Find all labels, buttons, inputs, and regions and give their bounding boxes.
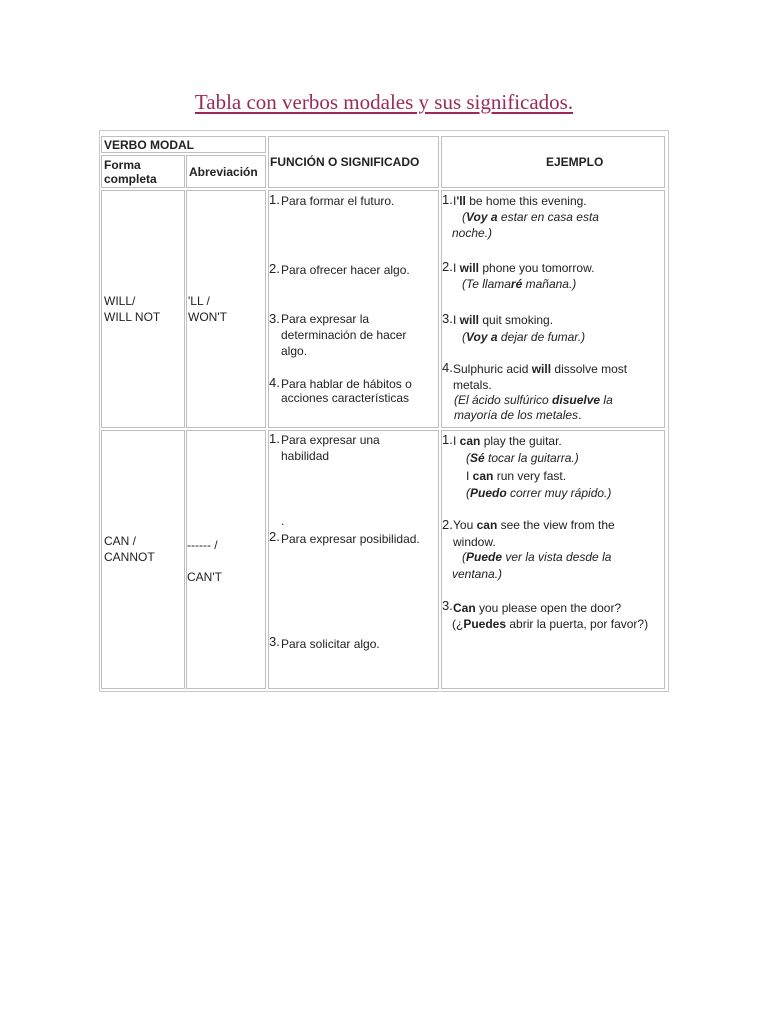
- row-can-funcion: [268, 430, 439, 689]
- forma-cannot: CANNOT: [104, 550, 155, 564]
- header-abreviacion-label: Abreviación: [189, 165, 258, 179]
- ejemplo-sentence: I can run very fast.: [466, 469, 567, 483]
- row-can-forma: [101, 430, 185, 689]
- funcion-number: 3.: [269, 311, 280, 326]
- header-funcion-label: FUNCIÓN O SIGNIFICADO: [270, 155, 420, 169]
- funcion-number: 1.: [269, 192, 280, 207]
- funcion-number: 2.: [269, 529, 280, 544]
- header-verbo-modal: [101, 136, 266, 153]
- ejemplo-number: 3.: [442, 311, 453, 326]
- header-forma-line2: completa: [104, 172, 157, 186]
- ejemplo-sentence: metals.: [453, 378, 492, 392]
- forma-will-not: WILL NOT: [104, 310, 161, 324]
- ejemplo-translation: (Voy a estar en casa esta: [462, 210, 599, 224]
- ejemplo-translation: (¿Puedes abrir la puerta, por favor?): [452, 617, 649, 631]
- ejemplo-sentence: I can play the guitar.: [453, 434, 562, 448]
- abrev-wont: WON'T: [188, 310, 227, 324]
- funcion-text: Para hablar de hábitos o: [281, 377, 412, 391]
- ejemplo-number: 4.: [442, 360, 453, 375]
- header-ejemplo: [441, 136, 665, 188]
- ejemplo-sentence: Sulphuric acid will dissolve most: [453, 362, 628, 376]
- funcion-text: Para expresar una: [281, 433, 380, 447]
- funcion-text: Para ofrecer hacer algo.: [281, 263, 410, 277]
- abrev-cant: CAN'T: [187, 570, 222, 584]
- funcion-dot: .: [281, 514, 285, 528]
- forma-can: CAN /: [104, 534, 137, 548]
- funcion-text: algo.: [281, 344, 308, 358]
- ejemplo-translation: (Puedo correr muy rápido.): [466, 486, 612, 500]
- ejemplo-sentence: I will phone you tomorrow.: [453, 261, 595, 275]
- ejemplo-translation: (El ácido sulfúrico disuelve la: [454, 393, 613, 407]
- funcion-text: Para expresar la: [281, 312, 370, 326]
- header-forma-completa: [101, 155, 185, 188]
- funcion-text: habilidad: [281, 449, 330, 463]
- funcion-text: Para expresar posibilidad.: [281, 532, 420, 546]
- funcion-number: 2.: [269, 261, 280, 276]
- page-title: Tabla con verbos modales y sus significados.: [194, 90, 574, 114]
- abrev-dashes: ------ /: [187, 538, 218, 552]
- header-verbo-modal-label: VERBO MODAL: [104, 138, 194, 152]
- ejemplo-number: 1.: [442, 432, 453, 447]
- ejemplo-translation: (Sé tocar la guitarra.): [466, 451, 579, 465]
- row-will-ejemplo: [441, 190, 665, 428]
- ejemplo-number: 1.: [442, 192, 453, 207]
- ejemplo-translation: (Te llamaré mañana.): [462, 277, 577, 291]
- row-can-ejemplo: [441, 430, 665, 689]
- abrev-ll: 'LL /: [188, 294, 210, 308]
- ejemplo-translation: noche.): [452, 226, 493, 240]
- ejemplo-translation: ventana.): [452, 567, 503, 581]
- ejemplo-sentence: I will quit smoking.: [453, 313, 554, 327]
- ejemplo-sentence: window.: [453, 535, 496, 549]
- ejemplo-number: 3.: [442, 598, 453, 613]
- ejemplo-translation: (Puede ver la vista desde la: [462, 550, 612, 564]
- ejemplo-sentence: Can you please open the door?: [453, 601, 622, 615]
- funcion-number: 4.: [269, 375, 280, 390]
- row-can-abrev: [186, 430, 266, 689]
- header-forma-line1: Forma: [104, 158, 141, 172]
- funcion-text: acciones características: [281, 391, 410, 405]
- ejemplo-translation: (Voy a dejar de fumar.): [462, 330, 586, 344]
- ejemplo-number: 2.: [442, 517, 453, 532]
- ejemplo-sentence: I'll be home this evening.: [453, 194, 587, 208]
- ejemplo-sentence: You can see the view from the: [453, 518, 615, 532]
- funcion-text: Para formar el futuro.: [281, 194, 395, 208]
- row-will-funcion: [268, 190, 439, 428]
- ejemplo-number: 2.: [442, 259, 453, 274]
- row-will-abrev: [186, 190, 266, 428]
- header-ejemplo-label: EJEMPLO: [546, 155, 604, 169]
- modal-verbs-table: [99, 130, 669, 692]
- row-will-forma: [101, 190, 185, 428]
- funcion-number: 3.: [269, 634, 280, 649]
- ejemplo-translation: mayoría de los metales.: [454, 408, 582, 422]
- header-abreviacion: [186, 155, 266, 188]
- funcion-number: 1.: [269, 431, 280, 446]
- funcion-text: Para solicitar algo.: [281, 637, 380, 651]
- funcion-text: determinación de hacer: [281, 328, 407, 342]
- forma-will: WILL/: [104, 294, 136, 308]
- header-funcion: [268, 136, 439, 188]
